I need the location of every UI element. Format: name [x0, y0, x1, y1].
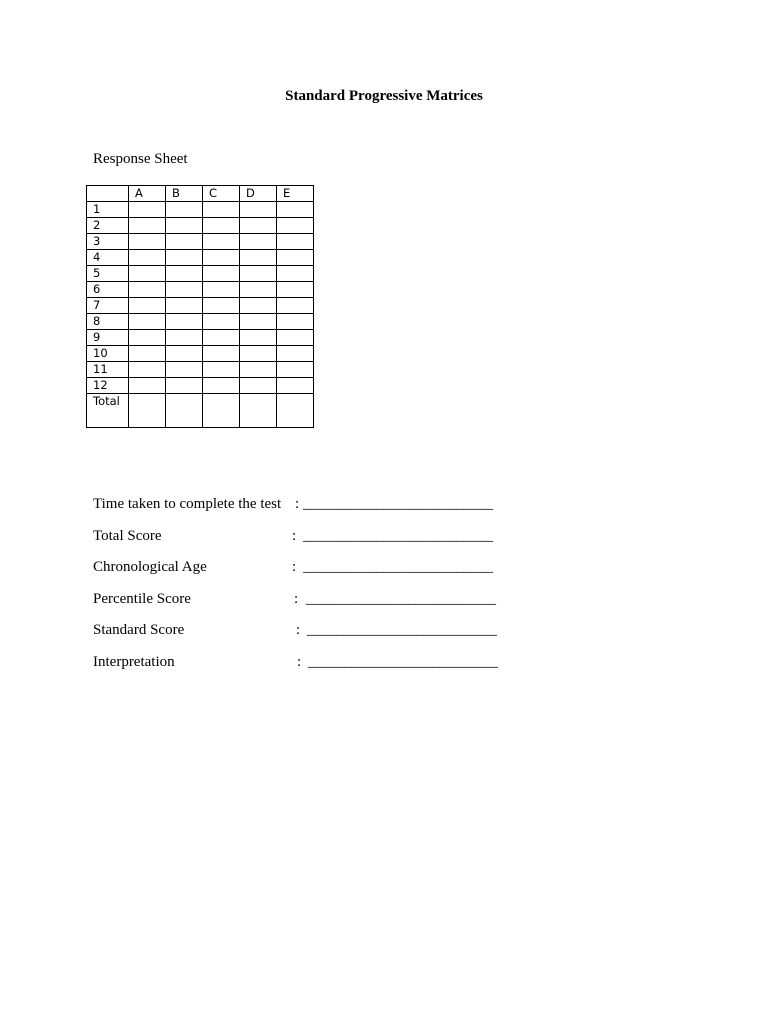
answer-cell[interactable] — [129, 282, 166, 298]
answer-cell[interactable] — [277, 266, 314, 282]
answer-cell[interactable] — [240, 282, 277, 298]
field-colon: : — [292, 559, 297, 575]
table-row — [87, 234, 314, 250]
answer-cell[interactable] — [166, 282, 203, 298]
row-number: 12 — [87, 378, 129, 394]
column-header-a: A — [129, 186, 166, 202]
answer-cell[interactable] — [203, 362, 240, 378]
table-row — [87, 378, 314, 394]
field-label: Percentile Score — [93, 591, 191, 607]
answer-cell[interactable] — [203, 250, 240, 266]
answer-cell[interactable] — [240, 378, 277, 394]
response-table — [86, 185, 314, 428]
answer-cell[interactable] — [166, 202, 203, 218]
answer-cell[interactable] — [129, 362, 166, 378]
answer-cell[interactable] — [129, 314, 166, 330]
answer-cell[interactable] — [166, 346, 203, 362]
document-title: Standard Progressive Matrices — [285, 88, 483, 104]
table-header-row — [87, 186, 314, 202]
table-row — [87, 330, 314, 346]
row-number: 9 — [87, 330, 129, 346]
table-row — [87, 362, 314, 378]
answer-cell[interactable] — [277, 250, 314, 266]
answer-cell[interactable] — [203, 234, 240, 250]
table-row — [87, 202, 314, 218]
answer-cell[interactable] — [240, 314, 277, 330]
field-answer-line[interactable]: __________________________ — [308, 654, 498, 670]
answer-cell[interactable] — [277, 362, 314, 378]
answer-cell[interactable] — [129, 234, 166, 250]
answer-cell[interactable] — [240, 266, 277, 282]
table-row — [87, 298, 314, 314]
field-answer-line[interactable]: __________________________ — [303, 559, 493, 575]
answer-cell[interactable] — [203, 202, 240, 218]
column-header-e: E — [277, 186, 314, 202]
table-row — [87, 250, 314, 266]
answer-cell[interactable] — [166, 362, 203, 378]
answer-cell[interactable] — [277, 378, 314, 394]
field-answer-line[interactable]: __________________________ — [306, 591, 496, 607]
field-label: Chronological Age — [93, 559, 207, 575]
field-label: Standard Score — [93, 622, 185, 638]
field-label: Interpretation — [93, 654, 175, 670]
answer-cell[interactable] — [240, 234, 277, 250]
answer-cell[interactable] — [277, 314, 314, 330]
answer-cell[interactable] — [166, 266, 203, 282]
field-colon: : — [292, 528, 297, 544]
row-number: 4 — [87, 250, 129, 266]
answer-cell[interactable] — [166, 330, 203, 346]
answer-cell[interactable] — [277, 282, 314, 298]
answer-cell[interactable] — [277, 234, 314, 250]
answer-cell[interactable] — [129, 202, 166, 218]
row-number: 2 — [87, 218, 129, 234]
field-colon: : — [295, 496, 300, 512]
column-header-c: C — [203, 186, 240, 202]
answer-cell[interactable] — [203, 218, 240, 234]
total-label: Total — [87, 394, 129, 428]
answer-cell[interactable] — [277, 218, 314, 234]
answer-cell[interactable] — [240, 202, 277, 218]
total-cell[interactable] — [129, 394, 166, 428]
answer-cell[interactable] — [166, 250, 203, 266]
answer-cell[interactable] — [240, 218, 277, 234]
answer-cell[interactable] — [129, 346, 166, 362]
answer-cell[interactable] — [240, 250, 277, 266]
answer-cell[interactable] — [203, 378, 240, 394]
answer-cell[interactable] — [203, 314, 240, 330]
row-number: 11 — [87, 362, 129, 378]
table-row — [87, 266, 314, 282]
table-row — [87, 282, 314, 298]
row-number: 1 — [87, 202, 129, 218]
field-colon: : — [294, 591, 299, 607]
field-answer-line[interactable]: __________________________ — [307, 622, 497, 638]
answer-cell[interactable] — [166, 298, 203, 314]
field-label: Total Score — [93, 528, 162, 544]
field-colon: : — [297, 654, 302, 670]
column-header-d: D — [240, 186, 277, 202]
answer-cell[interactable] — [203, 298, 240, 314]
answer-cell[interactable] — [129, 250, 166, 266]
answer-cell[interactable] — [240, 298, 277, 314]
table-corner-cell — [87, 186, 129, 202]
row-number: 7 — [87, 298, 129, 314]
column-header-b: B — [166, 186, 203, 202]
answer-cell[interactable] — [166, 378, 203, 394]
answer-cell[interactable] — [166, 234, 203, 250]
answer-cell[interactable] — [203, 282, 240, 298]
answer-cell[interactable] — [240, 346, 277, 362]
total-cell[interactable] — [203, 394, 240, 428]
row-number: 10 — [87, 346, 129, 362]
answer-cell[interactable] — [277, 202, 314, 218]
answer-cell[interactable] — [203, 346, 240, 362]
table-row — [87, 218, 314, 234]
row-number: 6 — [87, 282, 129, 298]
field-colon: : — [296, 622, 301, 638]
total-cell[interactable] — [277, 394, 314, 428]
row-number: 3 — [87, 234, 129, 250]
answer-cell[interactable] — [129, 266, 166, 282]
answer-cell[interactable] — [277, 330, 314, 346]
total-cell[interactable] — [240, 394, 277, 428]
answer-cell[interactable] — [203, 330, 240, 346]
response-sheet-heading: Response Sheet — [93, 151, 188, 167]
answer-cell[interactable] — [203, 266, 240, 282]
answer-cell[interactable] — [129, 330, 166, 346]
row-number: 5 — [87, 266, 129, 282]
field-answer-line[interactable]: __________________________ — [303, 528, 493, 544]
answer-cell[interactable] — [166, 314, 203, 330]
field-answer-line[interactable]: __________________________ — [303, 496, 493, 512]
answer-cell[interactable] — [166, 218, 203, 234]
answer-cell[interactable] — [129, 218, 166, 234]
answer-cell[interactable] — [129, 378, 166, 394]
row-number: 8 — [87, 314, 129, 330]
total-row — [87, 394, 314, 428]
table-row — [87, 314, 314, 330]
field-label: Time taken to complete the test — [93, 496, 282, 512]
total-cell[interactable] — [166, 394, 203, 428]
answer-cell[interactable] — [277, 298, 314, 314]
table-row — [87, 346, 314, 362]
answer-cell[interactable] — [240, 330, 277, 346]
answer-cell[interactable] — [240, 362, 277, 378]
answer-cell[interactable] — [277, 346, 314, 362]
answer-cell[interactable] — [129, 298, 166, 314]
